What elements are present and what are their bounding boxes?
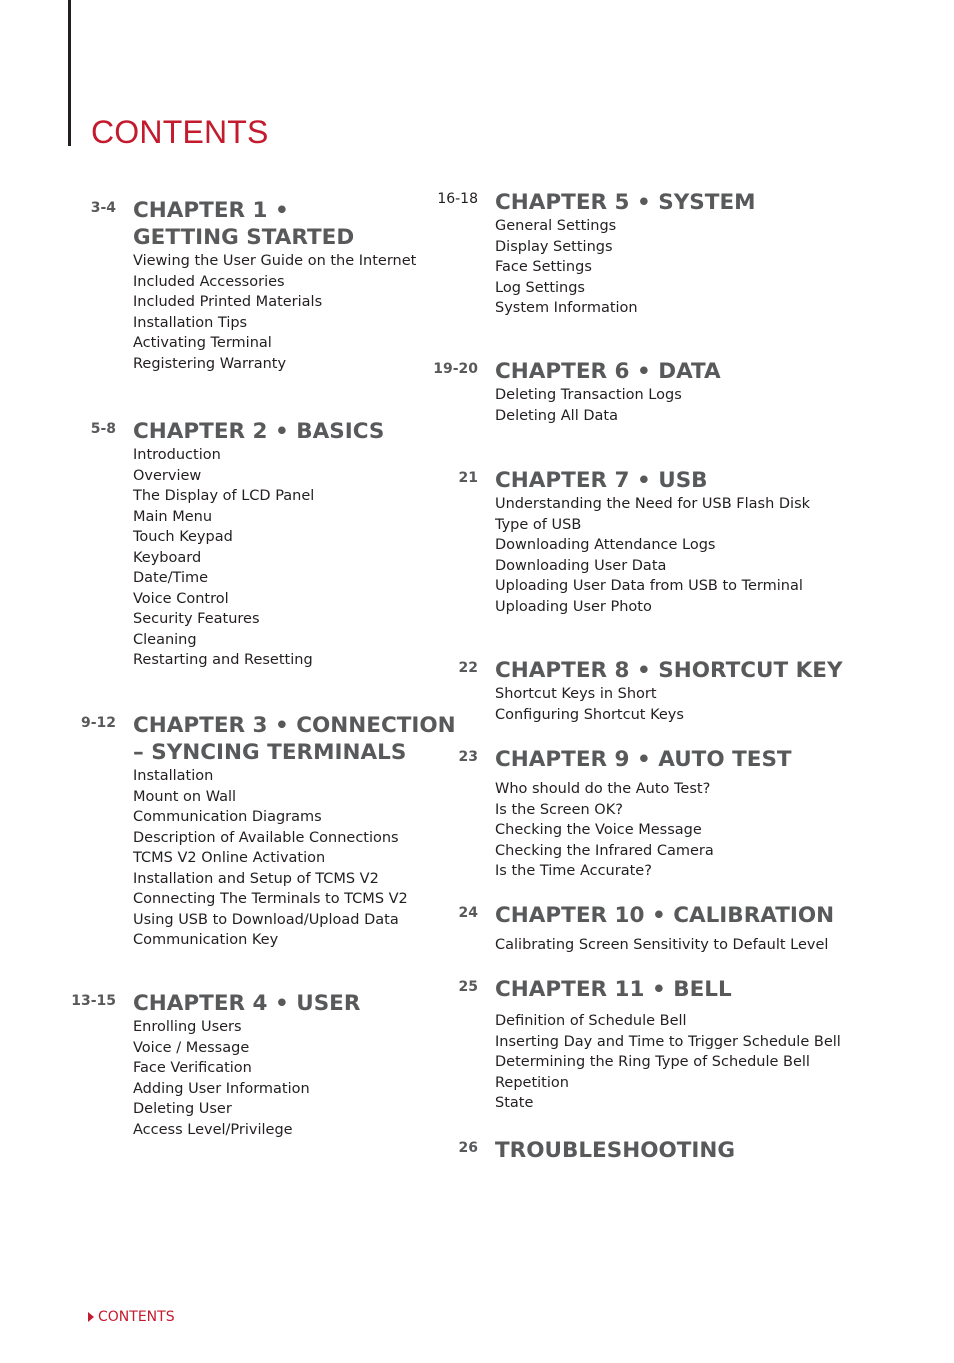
- section-item[interactable]: Downloading Attendance Logs: [495, 537, 716, 553]
- section-list: [495, 494, 810, 617]
- chapter-entry[interactable]: [495, 902, 834, 956]
- section-item[interactable]: Overview: [133, 467, 202, 484]
- chapter-entry[interactable]: [133, 990, 360, 1140]
- section-item[interactable]: Adding User Information: [133, 1080, 310, 1097]
- section-list: [495, 935, 834, 956]
- chapter-page-range: 26: [458, 1140, 478, 1156]
- chapter-entry[interactable]: [495, 189, 756, 319]
- chapter-heading[interactable]: [495, 976, 841, 1003]
- section-item[interactable]: Downloading User Data: [495, 557, 667, 574]
- chapter-heading-line: CHAPTER 8 • SHORTCUT KEY: [495, 658, 843, 683]
- section-item[interactable]: Deleting User: [133, 1101, 232, 1117]
- chapter-entry[interactable]: [495, 358, 721, 426]
- chapter-heading[interactable]: [495, 657, 843, 684]
- chapter-page-range: 23: [458, 749, 478, 765]
- chapter-heading-line: CHAPTER 4 • USER: [133, 991, 361, 1016]
- chapter-heading[interactable]: [495, 746, 792, 773]
- section-item[interactable]: Deleting All Data: [495, 407, 618, 424]
- section-item[interactable]: Is the Screen OK?: [495, 801, 623, 818]
- chapter-heading-line: CHAPTER 7 • USB: [495, 468, 708, 493]
- section-item[interactable]: Keyboard: [133, 549, 202, 566]
- chapter-heading[interactable]: [133, 197, 416, 251]
- section-item[interactable]: Installation: [133, 768, 214, 784]
- chapter-page-range: 3-4: [90, 200, 116, 216]
- section-item[interactable]: Description of Available Connections: [133, 829, 399, 846]
- section-item[interactable]: Face Verification: [133, 1060, 252, 1076]
- page-title: CONTENTS: [91, 114, 269, 150]
- section-item[interactable]: General Settings: [495, 218, 617, 234]
- section-item[interactable]: Mount on Wall: [133, 788, 237, 805]
- chapter-heading-line: – SYNCING TERMINALS: [133, 740, 407, 765]
- section-item[interactable]: Activating Terminal: [133, 335, 272, 351]
- section-list: [495, 385, 721, 426]
- chapter-heading[interactable]: [495, 467, 810, 494]
- chapter-page-range: 21: [458, 470, 478, 486]
- section-list: [495, 216, 756, 319]
- chapter-heading-line: TROUBLESHOOTING: [495, 1138, 736, 1163]
- chapter-entry[interactable]: [495, 467, 810, 617]
- side-rule: [68, 0, 71, 146]
- chapter-page-range: 5-8: [90, 421, 116, 437]
- chapter-entry[interactable]: [495, 746, 792, 882]
- chapter-heading[interactable]: [133, 712, 456, 766]
- section-item[interactable]: Registering Warranty: [133, 355, 287, 372]
- chapter-entry[interactable]: [495, 976, 841, 1114]
- chapter-entry[interactable]: [133, 712, 456, 951]
- section-item[interactable]: State: [495, 1095, 534, 1111]
- chapter-heading-line: CHAPTER 6 • DATA: [495, 359, 721, 384]
- section-item[interactable]: Included Printed Materials: [133, 294, 323, 310]
- section-item[interactable]: Restarting and Resetting: [133, 652, 313, 668]
- section-item[interactable]: Communication Diagrams: [133, 809, 322, 825]
- section-item[interactable]: Determining the Ring Type of Schedule Bell: [495, 1054, 810, 1070]
- section-item[interactable]: Checking the Voice Message: [495, 822, 702, 838]
- chapter-entry[interactable]: [495, 1137, 735, 1164]
- chapter-entry[interactable]: [133, 197, 416, 374]
- section-item[interactable]: TCMS V2 Online Activation: [133, 850, 326, 866]
- section-item[interactable]: Security Features: [133, 611, 260, 627]
- section-item[interactable]: Understanding the Need for USB Flash Disk: [495, 496, 811, 512]
- section-item[interactable]: Cleaning: [133, 631, 197, 648]
- footer-label: CONTENTS: [98, 1309, 175, 1325]
- section-item[interactable]: The Display of LCD Panel: [133, 488, 315, 504]
- section-item[interactable]: Uploading User Data from USB to Terminal: [495, 578, 803, 594]
- chapter-heading-line: CHAPTER 3 • CONNECTION: [133, 713, 456, 738]
- chapter-heading[interactable]: [133, 418, 384, 445]
- chapter-heading[interactable]: [495, 189, 756, 216]
- section-item[interactable]: Calibrating Screen Sensitivity to Default Level: [495, 937, 829, 953]
- chapter-heading-line: GETTING STARTED: [133, 225, 355, 250]
- arrow-right-icon: [88, 1312, 94, 1322]
- section-list: [495, 1011, 841, 1114]
- section-item[interactable]: Configuring Shortcut Keys: [495, 706, 684, 723]
- section-list: [133, 251, 416, 374]
- chapter-heading-line: CHAPTER 10 • CALIBRATION: [495, 903, 835, 928]
- chapter-heading[interactable]: [133, 990, 360, 1017]
- section-list: [133, 766, 456, 951]
- section-item[interactable]: Main Menu: [133, 508, 213, 525]
- chapter-page-range: 24: [458, 905, 478, 921]
- section-item[interactable]: Date/Time: [133, 570, 209, 586]
- chapter-heading-line: CHAPTER 2 • BASICS: [133, 419, 385, 444]
- chapter-page-range: 9-12: [80, 715, 116, 731]
- section-item[interactable]: Installation Tips: [133, 314, 248, 331]
- section-item[interactable]: Uploading User Photo: [495, 598, 652, 615]
- section-item[interactable]: Type of USB: [495, 516, 582, 533]
- chapter-heading[interactable]: [495, 902, 834, 929]
- section-item[interactable]: Enrolling Users: [133, 1019, 242, 1035]
- section-item[interactable]: Included Accessories: [133, 273, 285, 290]
- chapter-page-range: 16-18: [437, 191, 478, 207]
- section-item[interactable]: Connecting The Terminals to TCMS V2: [133, 891, 408, 907]
- section-item[interactable]: Access Level/Privilege: [133, 1121, 293, 1138]
- chapter-page-range: 25: [458, 979, 478, 995]
- chapter-heading-line: CHAPTER 9 • AUTO TEST: [495, 747, 792, 772]
- section-item[interactable]: Introduction: [133, 447, 221, 463]
- chapter-heading-line: CHAPTER 1 •: [133, 198, 289, 223]
- section-item[interactable]: System Information: [495, 300, 638, 316]
- chapter-entry[interactable]: [133, 418, 384, 671]
- chapter-page-range: 22: [458, 660, 478, 676]
- section-item[interactable]: Inserting Day and Time to Trigger Schedule Bell: [495, 1033, 841, 1050]
- section-item[interactable]: Installation and Setup of TCMS V2: [133, 870, 379, 887]
- chapter-heading-line: CHAPTER 11 • BELL: [495, 977, 732, 1002]
- section-item[interactable]: Repetition: [495, 1074, 569, 1091]
- footer-contents-link[interactable]: [88, 1309, 175, 1325]
- chapter-heading-line: CHAPTER 5 • SYSTEM: [495, 190, 756, 215]
- section-item[interactable]: Communication Key: [133, 932, 279, 948]
- section-item[interactable]: Definition of Schedule Bell: [495, 1013, 687, 1029]
- section-item[interactable]: Shortcut Keys in Short: [495, 686, 657, 702]
- section-item[interactable]: Display Settings: [495, 238, 613, 255]
- chapter-entry[interactable]: [495, 657, 843, 725]
- chapter-page-range: 19-20: [433, 361, 478, 377]
- section-list: [133, 445, 384, 671]
- chapter-heading[interactable]: [495, 1137, 735, 1164]
- section-item[interactable]: Deleting Transaction Logs: [495, 387, 682, 403]
- section-list: [495, 779, 792, 882]
- section-item[interactable]: Face Settings: [495, 259, 592, 275]
- section-item[interactable]: Log Settings: [495, 279, 585, 296]
- section-list: [133, 1017, 360, 1140]
- section-item[interactable]: Using USB to Download/Upload Data: [133, 911, 399, 928]
- section-item[interactable]: Touch Keypad: [133, 529, 233, 545]
- chapter-page-range: 13-15: [71, 993, 116, 1009]
- chapter-heading[interactable]: [495, 358, 721, 385]
- section-item[interactable]: Voice / Message: [133, 1039, 250, 1056]
- section-item[interactable]: Voice Control: [133, 590, 229, 607]
- section-item[interactable]: Is the Time Accurate?: [495, 863, 652, 879]
- section-item[interactable]: Who should do the Auto Test?: [495, 781, 711, 797]
- section-list: [495, 684, 843, 725]
- section-item[interactable]: Checking the Infrared Camera: [495, 842, 714, 859]
- section-item[interactable]: Viewing the User Guide on the Internet: [133, 253, 417, 269]
